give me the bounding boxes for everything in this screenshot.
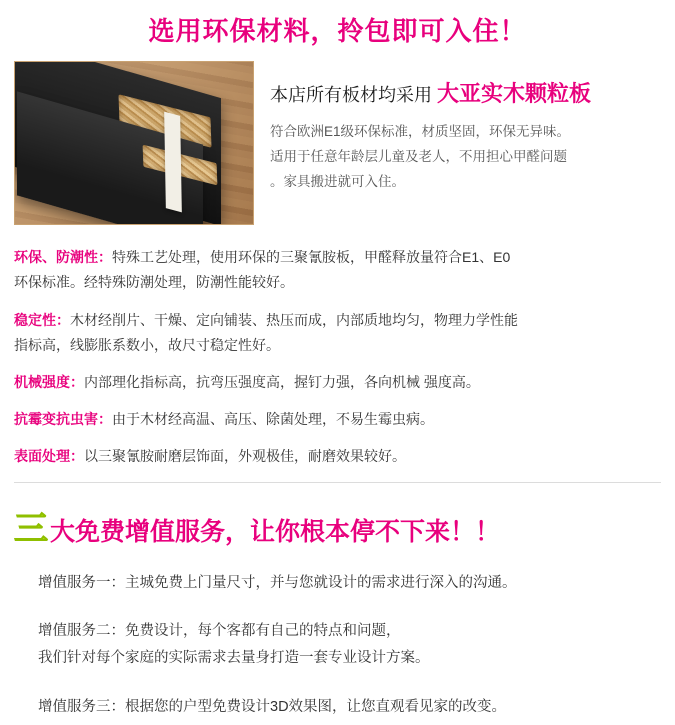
property-label: 表面处理：: [14, 448, 84, 465]
hero-material-line: [270, 77, 657, 108]
services-title: [0, 483, 675, 554]
service-item-line: 增值服务一：主城免费上门量尺寸，并与您就设计的需求进行深入的沟通。: [38, 574, 517, 591]
property-text: 内部理化指标高，抗弯压强度高，握钉力强，各向机械 强度高。: [84, 373, 480, 390]
service-item-line: 增值服务三：根据您的户型免费设计3D效果图，让您直观看见家的改变。: [38, 698, 507, 715]
white-edge-strip: [164, 112, 182, 213]
services-title-rest: 大免费增值服务，让你根本停不下来！！: [50, 517, 501, 546]
hero-description-line: 。家具搬进就可入住。: [270, 174, 405, 190]
properties-list: [0, 225, 675, 469]
page-headline: 选用环保材料，拎包即可入住！: [148, 16, 527, 46]
service-item: [38, 570, 657, 597]
property-text: 环保标准。经特殊防潮处理，防潮性能较好。: [14, 274, 294, 291]
service-item: [38, 618, 657, 672]
services-title-number: 三: [14, 509, 48, 548]
property-label: 抗霉变抗虫害：: [14, 411, 112, 428]
service-item-line: 增值服务二：免费设计，每个客都有自己的特点和问题，: [38, 623, 401, 640]
service-item: [38, 694, 657, 721]
property-label: 稳定性：: [14, 311, 70, 328]
hero-description-line: 符合欧洲E1级环保标准，材质坚固，环保无异味。: [270, 124, 571, 140]
hero-section: [0, 47, 675, 225]
property-text: 指标高，线膨胀系数小，故尺寸稳定性好。: [14, 336, 280, 353]
property-text: 木材经削片、干燥、定向铺装、热压而成，内部质地均匀，物理力学性能: [70, 311, 518, 328]
property-label: 机械强度：: [14, 373, 84, 390]
property-row: [14, 444, 659, 469]
hero-text: [254, 61, 657, 195]
property-label: 环保、防潮性：: [14, 249, 112, 266]
property-text: 以三聚氰胺耐磨层饰面，外观极佳，耐磨效果较好。: [84, 448, 406, 465]
property-row: [14, 370, 659, 395]
property-row: [14, 407, 659, 432]
hero-material-prefix: 本店所有板材均采用: [270, 85, 438, 106]
hero-description-line: 适用于任意年龄层儿童及老人，不用担心甲醛问题: [270, 149, 567, 165]
board-photo: [14, 61, 254, 225]
hero-description: [270, 120, 657, 195]
hero-material-highlight: 大亚实木颗粒板: [437, 81, 592, 107]
service-item-line: 我们针对每个家庭的实际需求去量身打造一套专业设计方案。: [38, 650, 430, 667]
property-row: [14, 308, 659, 358]
property-text: 由于木材经高温、高压、除菌处理，不易生霉虫病。: [112, 411, 434, 428]
property-row: [14, 245, 659, 295]
property-text: 特殊工艺处理，使用环保的三聚氰胺板，甲醛释放量符合E1、E0: [112, 249, 511, 266]
services-list: [0, 554, 675, 721]
